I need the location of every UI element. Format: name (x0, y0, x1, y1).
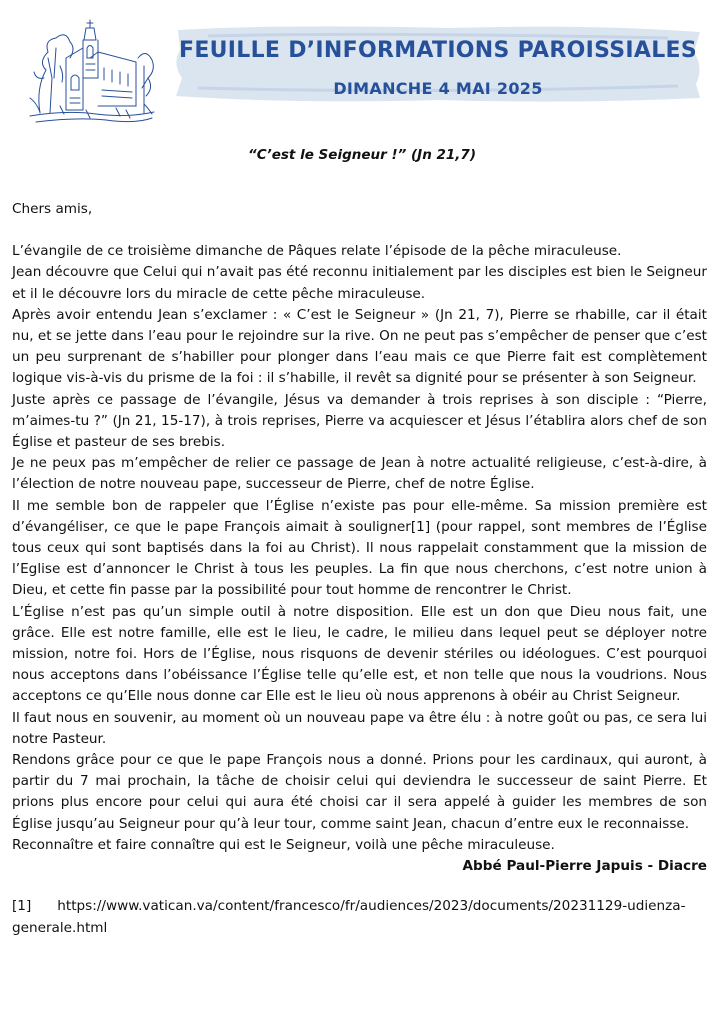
newsletter-date: DIMANCHE 4 MAI 2025 (333, 79, 543, 98)
footnote-link[interactable]: https://www.vatican.va/content/francesco/fr/audiences/2023/documents/20231129-udienza-generale.html (12, 898, 686, 936)
footnote (12, 896, 707, 938)
letter-content (12, 199, 707, 939)
paragraph: Juste après ce passage de l’évangile, Jésus va demander à trois reprises à son disciple : “Pierre, m’aimes-tu ?” (Jn 21, 15-17), à trois reprises, Pierre va acquiescer et Jésus l’établira alors chef de son Église et pasteur de ses brebis. (12, 391, 707, 451)
paragraph: L’Église n’est pas qu’un simple outil à notre disposition. Elle est un don que Dieu nous fait, une grâce. Elle est notre famille, elle est le lieu, le cadre, le milieu dans lequel peut se déployer notre mission, notre foi. Hors de l’Église, nous risquons de devenir stériles ou idéologues. C’est pourquoi nous acceptons dans l’obéissance l’Église telle qu’elle est, et non telle que nous la voudrions. Nous acceptons ce qu’Elle nous donne car Elle est le lieu où nous apprenons à obéir au Christ Seigneur. (12, 603, 707, 705)
salutation: Chers amis, (12, 201, 93, 217)
paragraph: Je ne peux pas m’empêcher de relier ce passage de Jean à notre actualité religieuse, c’est-à-dire, à l’élection de notre nouveau pape, successeur de Pierre, chef de notre Église. (12, 455, 707, 493)
paragraph: Il me semble bon de rappeler que l’Église n’existe pas pour elle-même. Sa mission première est d’évangéliser, ce que le pape François aimait à souligner[1] (pour rappel, sont membres de l’Église tous ceux qui sont baptisés dans la foi au Christ). Il nous rappelait constamment que la mission de l’Eglise est d’annoncer le Christ à tous les peuples. La fin que nous cherchons, c’est notre union à Dieu, et cette fin passe par la possibilité pour tout homme de rencontrer le Christ. (12, 497, 707, 599)
page-header (0, 0, 724, 135)
paragraph: Jean découvre que Celui qui n’avait pas été reconnu initialement par les disciples est bien le Seigneur et il le découvre lors du miracle de cette pêche miraculeuse. (12, 264, 707, 302)
paragraph: Il faut nous en souvenir, au moment où un nouveau pape va être élu : à notre goût ou pas, ce sera lui notre Pasteur. (12, 709, 707, 747)
paragraph: Reconnaître et faire connaître qui est le Seigneur, voilà une pêche miraculeuse. (12, 836, 555, 853)
paragraph: L’évangile de ce troisième dimanche de Pâques relate l’épisode de la pêche miraculeuse. (12, 243, 622, 260)
paragraph: Rendons grâce pour ce que le pape François nous a donné. Prions pour les cardinaux, qui auront, à partir du 7 mai prochain, la tâche de choisir celui qui deviendra le successeur de saint Pierre. Et prions plus encore pour celui qui aura été choisi car il sera appelé à guider les membres de son Église jusqu’au Seigneur pour qu’à leur tour, comme saint Jean, chacun d’entre eux le reconnaisse. (12, 752, 707, 832)
letter-body (12, 241, 707, 856)
epigraph: “C’est le Seigneur !” (Jn 21,7) (248, 147, 476, 163)
church-sketch-icon (26, 18, 158, 130)
footnote-marker[interactable]: [1] (12, 898, 32, 915)
paragraph: Après avoir entendu Jean s’exclamer : « C’est le Seigneur » (Jn 21, 7), Pierre se rhabille, car il était nu, et se jette dans l’eau pour le rejoindre sur la rive. On ne peut pas s’empêcher de penser que c’est un peu surprenant de s’habiller pour plonger dans l’eau mais ce que Pierre fait est complètement logique vis-à-vis du prisme de la foi : il s’habille, il revêt sa dignité pour se présenter à son Seigneur. (12, 306, 707, 387)
newsletter-title: FEUILLE D’INFORMATIONS PAROISSIALES (178, 38, 697, 63)
signature: Abbé Paul-Pierre Japuis - Diacre (462, 858, 707, 875)
